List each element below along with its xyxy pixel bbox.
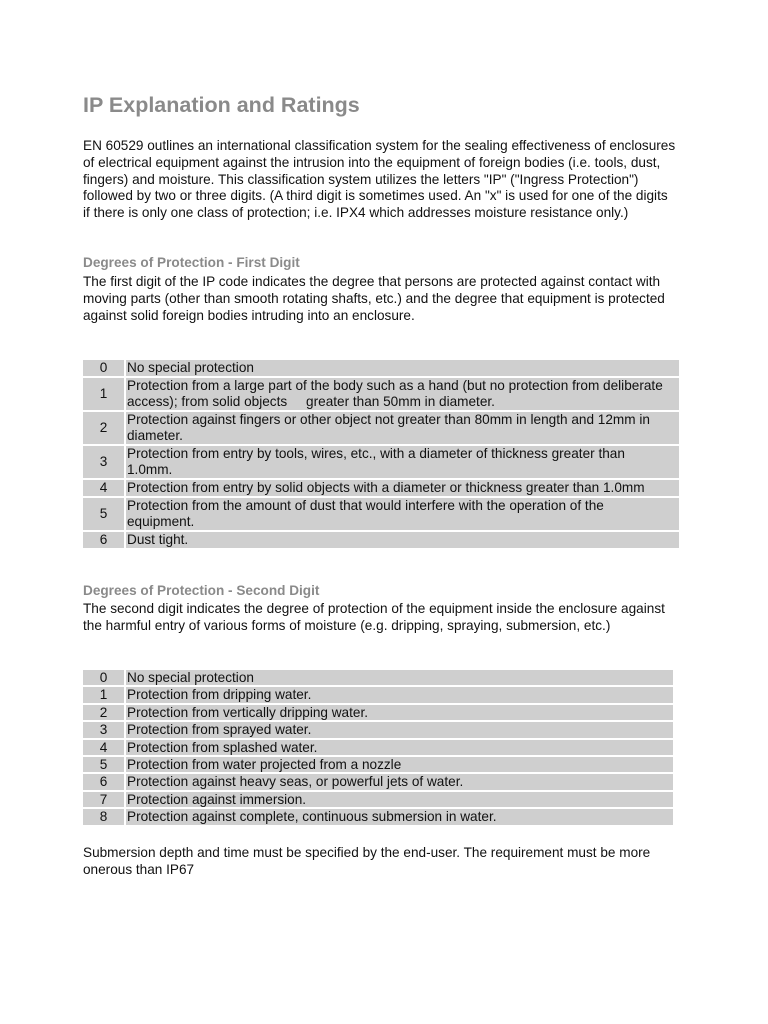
description-cell: No special protection	[126, 670, 673, 687]
description-cell	[126, 378, 679, 412]
description-cell: Protection from sprayed water.	[126, 722, 673, 739]
digit-cell: 8	[83, 809, 126, 826]
table-row	[83, 722, 673, 739]
digit-cell: 2	[83, 412, 126, 446]
description-text: diameter.	[127, 428, 183, 443]
digit-cell: 7	[83, 792, 126, 809]
digit-cell: 6	[83, 774, 126, 791]
digit-cell: 3	[83, 722, 126, 739]
description-cell	[126, 446, 679, 480]
table-row	[83, 378, 679, 412]
description-text: Protection from a large part of the body such as a hand (but no protection from deliberate	[127, 378, 663, 393]
digit-cell: 4	[83, 740, 126, 757]
digit-cell: 5	[83, 757, 126, 774]
footer-paragraph	[83, 845, 650, 879]
table-row	[83, 757, 673, 774]
digit-cell: 1	[83, 378, 126, 412]
table-row	[83, 360, 679, 378]
description-text: Protection from entry by solid objects with a diameter or thickness greater than 1.0mm	[127, 480, 645, 495]
description-cell: Protection from vertically dripping water.	[126, 705, 673, 722]
description-line: The second digit indicates the degree of protection of the equipment inside the enclosure against	[83, 601, 665, 616]
intro-line: EN 60529 outlines an international classification system for the sealing effectiveness of enclosures	[83, 138, 676, 153]
description-cell	[126, 532, 679, 550]
first-digit-description	[83, 274, 665, 324]
description-text: Protection from the amount of dust that would interfere with the operation of the	[127, 498, 604, 513]
description-text: equipment.	[127, 514, 195, 529]
table-row	[83, 480, 679, 498]
table-row	[83, 687, 673, 704]
description-cell: Protection against immersion.	[126, 792, 673, 809]
description-cell	[126, 412, 679, 446]
table-row	[83, 532, 679, 550]
intro-line: if there is only one class of protection; i.e. IPX4 which addresses moisture resistance only.)	[83, 205, 629, 221]
description-cell: Protection against heavy seas, or powerful jets of water.	[126, 774, 673, 791]
table-row	[83, 498, 679, 532]
description-cell: Protection from water projected from a nozzle	[126, 757, 673, 774]
footer-line: Submersion depth and time must be specified by the end-user. The requirement must be more	[83, 845, 651, 860]
description-line: the harmful entry of various forms of moisture (e.g. dripping, spraying, submersion, etc.)	[83, 617, 611, 633]
description-cell: Protection against complete, continuous submersion in water.	[126, 809, 673, 826]
description-text: Protection from entry by tools, wires, etc., with a diameter of thickness greater than	[127, 446, 625, 461]
description-line: against solid foreign bodies intruding into an enclosure.	[83, 307, 415, 323]
table-row	[83, 412, 679, 446]
intro-line: fingers) and moisture. This classification system utilizes the letters "IP" ("Ingress Protection")	[83, 171, 639, 187]
description-cell: Protection from splashed water.	[126, 740, 673, 757]
description-text: No special protection	[127, 360, 254, 375]
second-digit-description	[83, 601, 665, 635]
table-row	[83, 705, 673, 722]
intro-line: followed by two or three digits. (A third digit is sometimes used. An "x" is used for one of the digits	[83, 188, 668, 204]
first-digit-heading: Degrees of Protection - First Digit	[83, 255, 300, 270]
table-row	[83, 774, 673, 791]
table-row	[83, 809, 673, 826]
digit-cell: 0	[83, 670, 126, 687]
intro-line: of electrical equipment against the intrusion into the equipment of foreign bodies (i.e. tools, dust,	[83, 154, 661, 170]
description-text: Dust tight.	[127, 532, 189, 547]
digit-cell: 4	[83, 480, 126, 498]
table-row	[83, 792, 673, 809]
digit-cell: 3	[83, 446, 126, 480]
description-cell: Protection from dripping water.	[126, 687, 673, 704]
description-text: access); from solid objects greater than 50mm in diameter.	[127, 394, 495, 409]
digit-cell: 5	[83, 498, 126, 532]
digit-cell: 1	[83, 687, 126, 704]
table-row	[83, 446, 679, 480]
description-line: moving parts (other than smooth rotating shafts, etc.) and the degree that equipment is protected	[83, 290, 665, 306]
description-text: 1.0mm.	[127, 462, 173, 477]
second-digit-heading: Degrees of Protection - Second Digit	[83, 583, 320, 598]
digit-cell: 0	[83, 360, 126, 378]
second-digit-table	[83, 670, 673, 827]
description-cell	[126, 480, 679, 498]
description-cell	[126, 360, 679, 378]
table-row	[83, 670, 673, 687]
digit-cell: 2	[83, 705, 126, 722]
description-line: The first digit of the IP code indicates the degree that persons are protected against contact with	[83, 274, 661, 289]
footer-line: onerous than IP67	[83, 861, 195, 877]
first-digit-table	[83, 360, 679, 550]
description-cell	[126, 498, 679, 532]
page-title: IP Explanation and Ratings	[83, 93, 360, 117]
table-row	[83, 740, 673, 757]
digit-cell: 6	[83, 532, 126, 550]
intro-paragraph	[83, 138, 675, 222]
description-text: Protection against fingers or other object not greater than 80mm in length and 12mm in	[127, 412, 650, 427]
